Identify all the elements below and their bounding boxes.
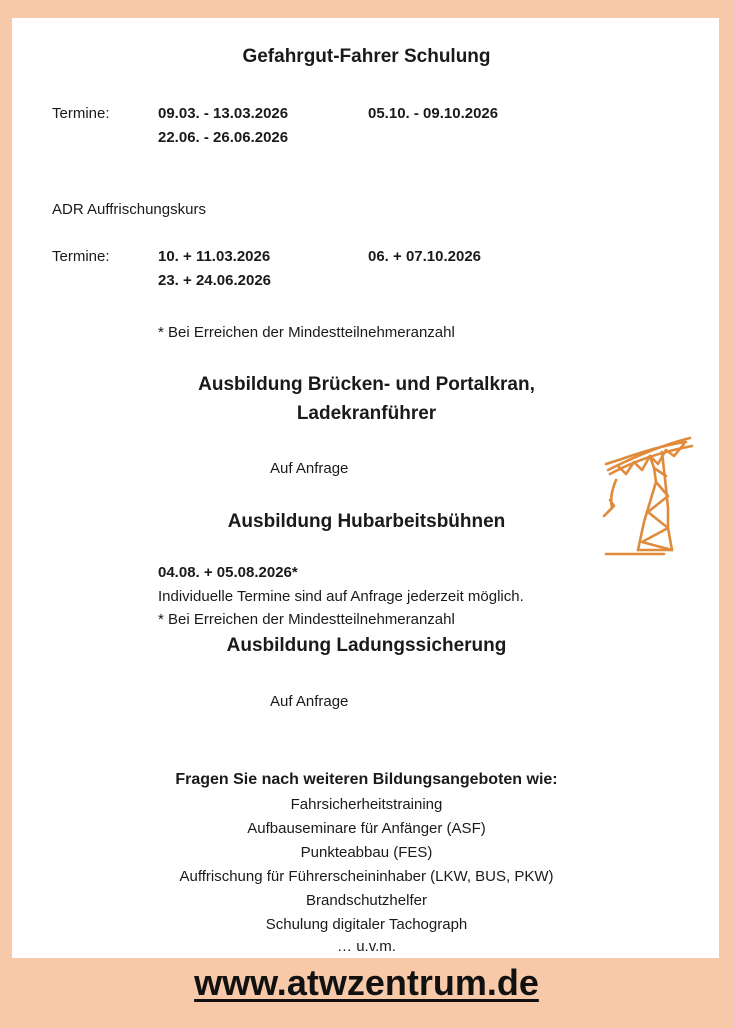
weitere-item: … u.v.m. xyxy=(337,938,396,955)
weitere-item: Aufbauseminare für Anfänger (ASF) xyxy=(247,820,486,837)
hubarbeit-note: * Bei Erreichen der Mindestteilnehmeranzahl xyxy=(158,611,455,628)
adr-termine-label: Termine: xyxy=(52,248,110,265)
weitere-item: Auffrischung für Führerscheininhaber (LKW, BUS, PKW) xyxy=(179,868,554,885)
gefahrgut-termine-label: Termine: xyxy=(52,105,110,122)
kran-info: Auf Anfrage xyxy=(270,460,349,477)
ladung-info: Auf Anfrage xyxy=(270,693,349,710)
gefahrgut-title: Gefahrgut-Fahrer Schulung xyxy=(242,46,491,67)
website-link[interactable]: www.atwzentrum.de xyxy=(194,962,539,1003)
gefahrgut-date-1: 09.03. - 13.03.2026 xyxy=(158,105,289,122)
gefahrgut-date-3: 22.06. - 26.06.2026 xyxy=(158,129,289,146)
hubarbeit-date: 04.08. + 05.08.2026* xyxy=(158,564,298,581)
kran-title-line2: Ladekranführer xyxy=(296,403,437,424)
crane-icon xyxy=(598,432,698,562)
weitere-heading: Fragen Sie nach weiteren Bildungsangeboten wie: xyxy=(175,771,558,788)
ladung-title: Ausbildung Ladungssicherung xyxy=(226,635,507,656)
adr-date-1: 10. + 11.03.2026 xyxy=(158,248,271,265)
weitere-item: Brandschutzhelfer xyxy=(306,892,427,909)
weitere-item: Punkteabbau (FES) xyxy=(300,844,433,861)
kran-title-line1: Ausbildung Brücken- und Portalkran, xyxy=(198,374,535,395)
adr-note: * Bei Erreichen der Mindestteilnehmeranzahl xyxy=(158,324,455,341)
hubarbeit-title: Ausbildung Hubarbeitsbühnen xyxy=(227,511,506,532)
weitere-item: Schulung digitaler Tachograph xyxy=(265,916,468,933)
adr-date-2: 06. + 07.10.2026 xyxy=(368,248,482,265)
weitere-item: Fahrsicherheitstraining xyxy=(290,796,443,813)
gefahrgut-date-2: 05.10. - 09.10.2026 xyxy=(368,105,499,122)
hubarbeit-info: Individuelle Termine sind auf Anfrage jederzeit möglich. xyxy=(158,588,524,605)
adr-title: ADR Auffrischungskurs xyxy=(52,201,206,218)
adr-date-3: 23. + 24.06.2026 xyxy=(158,272,272,289)
